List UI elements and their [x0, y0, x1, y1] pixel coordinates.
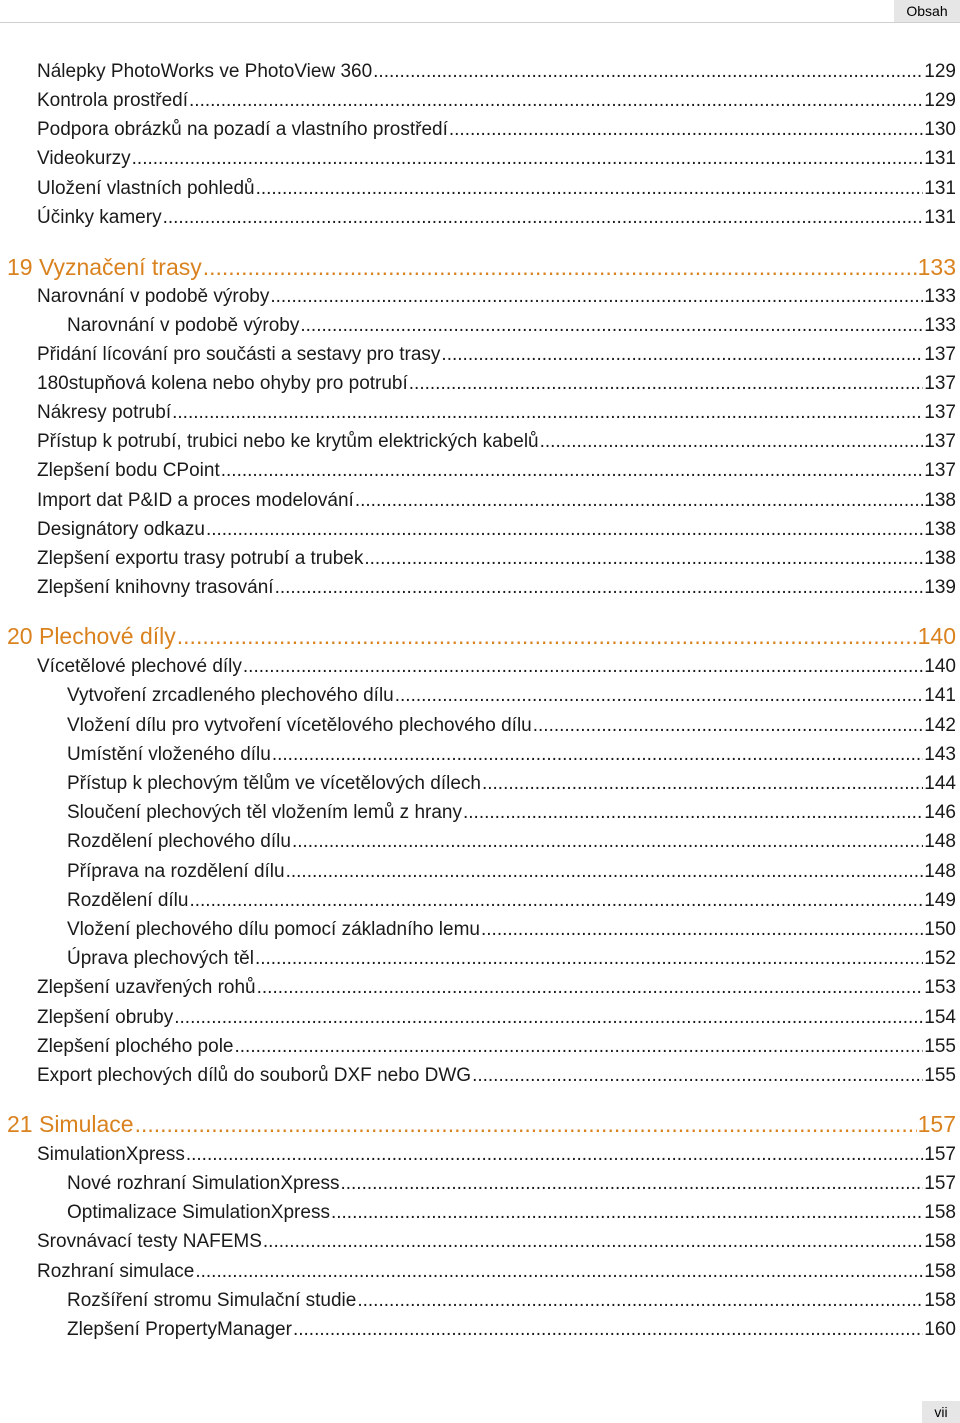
toc-entry-page: 133: [924, 315, 956, 336]
dot-leader: [409, 372, 924, 396]
toc-entry-title: Zlepšení PropertyManager: [67, 1319, 292, 1340]
toc-entry-page: 131: [924, 207, 956, 228]
toc-entry-page: 137: [924, 431, 956, 452]
toc-entry-page: 157: [917, 1111, 956, 1137]
dot-leader: [373, 60, 923, 84]
toc-entry[interactable]: [0, 1172, 956, 1196]
toc-entry[interactable]: [0, 147, 956, 171]
toc-entry[interactable]: [0, 1143, 956, 1167]
toc-entry-page: 139: [924, 577, 956, 598]
toc-entry-page: 131: [924, 178, 956, 199]
toc-entry-title: Vložení dílu pro vytvoření vícetělového plechového dílu: [67, 715, 532, 736]
toc-entry-title: Rozdělení plechového dílu: [67, 831, 291, 852]
dot-leader: [263, 1230, 923, 1254]
toc-entry-title: Umístění vloženého dílu: [67, 744, 271, 765]
dot-leader: [481, 918, 923, 942]
toc-entry-page: 144: [924, 773, 956, 794]
toc-entry[interactable]: [0, 1260, 956, 1284]
toc-entry[interactable]: [0, 1318, 956, 1342]
toc-entry-title: Zlepšení uzavřených rohů: [37, 977, 256, 998]
dot-leader: [533, 714, 924, 738]
toc-chapter[interactable]: [0, 1110, 956, 1138]
dot-leader: [189, 89, 923, 113]
dot-leader: [189, 889, 923, 913]
toc-entry-title: Nové rozhraní SimulationXpress: [67, 1173, 340, 1194]
toc-entry-page: 157: [924, 1173, 956, 1194]
dot-leader: [195, 1260, 923, 1284]
toc-entry-page: 131: [924, 148, 956, 169]
toc-entry-page: 143: [924, 744, 956, 765]
toc-entry-title: Optimalizace SimulationXpress: [67, 1202, 330, 1223]
toc-entry-title: 19 Vyznačení trasy: [7, 254, 202, 280]
toc-entry-title: Zlepšení knihovny trasování: [37, 577, 274, 598]
dot-leader: [272, 743, 923, 767]
toc-entry[interactable]: [0, 372, 956, 396]
dot-leader: [186, 1143, 923, 1167]
toc-entry[interactable]: [0, 489, 956, 513]
toc-entry-page: 155: [924, 1065, 956, 1086]
toc-entry-title: Nákresy potrubí: [37, 402, 172, 423]
toc-entry-title: Designátory odkazu: [37, 519, 205, 540]
toc-entry-page: 153: [924, 977, 956, 998]
toc-entry[interactable]: [0, 1289, 956, 1313]
toc-entry-title: Uložení vlastních pohledů: [37, 178, 255, 199]
toc-entry-page: 148: [924, 861, 956, 882]
toc-entry-page: 158: [924, 1231, 956, 1252]
dot-leader: [286, 860, 924, 884]
toc-entry[interactable]: [0, 976, 956, 1000]
toc-entry[interactable]: [0, 206, 956, 230]
toc-entry-title: Import dat P&ID a proces modelování: [37, 490, 354, 511]
toc-entry-page: 137: [924, 344, 956, 365]
toc-entry-title: Nálepky PhotoWorks ve PhotoView 360: [37, 61, 373, 82]
toc-entry-title: Vícetělové plechové díly: [37, 656, 242, 677]
toc-entry-page: 141: [924, 685, 956, 706]
dot-leader: [206, 518, 923, 542]
toc-entry-title: 180stupňová kolena nebo ohyby pro potrubí: [37, 373, 408, 394]
toc-entry-title: SimulationXpress: [37, 1144, 185, 1165]
toc-entry[interactable]: [0, 430, 956, 454]
dot-leader: [177, 622, 917, 650]
toc-entry[interactable]: [0, 518, 956, 542]
section-label: Obsah: [894, 0, 960, 22]
toc-entry-title: Přístup k plechovým tělům ve vícetělových dílech: [67, 773, 481, 794]
toc-entry[interactable]: [0, 714, 956, 738]
toc-entry-title: Zlepšení exportu trasy potrubí a trubek: [37, 548, 364, 569]
toc-entry-title: Zlepšení obruby: [37, 1007, 174, 1028]
toc-entry[interactable]: [0, 743, 956, 767]
header-divider: [0, 22, 960, 23]
toc-entry-title: Účinky kamery: [37, 207, 162, 228]
toc-entry-page: 155: [924, 1036, 956, 1057]
toc-entry[interactable]: [0, 1230, 956, 1254]
toc-entry-title: Přístup k potrubí, trubici nebo ke krytům elektrických kabelů: [37, 431, 539, 452]
dot-leader: [174, 1006, 923, 1030]
toc-entry-title: Kontrola prostředí: [37, 90, 189, 111]
dot-leader: [293, 1318, 923, 1342]
toc-entry-page: 154: [924, 1007, 956, 1028]
toc-entry[interactable]: [0, 655, 956, 679]
toc-entry-page: 138: [924, 548, 956, 569]
dot-leader: [234, 1035, 923, 1059]
toc-entry-title: Sloučení plechových těl vložením lemů z hrany: [67, 802, 462, 823]
toc-entry-title: Zlepšení bodu CPoint: [37, 460, 220, 481]
toc-entry[interactable]: [0, 860, 956, 884]
toc-entry-page: 158: [924, 1290, 956, 1311]
dot-leader: [472, 1064, 923, 1088]
toc-entry[interactable]: [0, 314, 956, 338]
toc-entry-page: 146: [924, 802, 956, 823]
dot-leader: [203, 253, 917, 281]
toc-entry-page: 148: [924, 831, 956, 852]
toc-entry-page: 129: [924, 61, 956, 82]
toc-entry-page: 152: [924, 948, 956, 969]
toc-entry[interactable]: [0, 177, 956, 201]
dot-leader: [395, 684, 924, 708]
dot-leader: [540, 430, 924, 454]
toc-chapter[interactable]: [0, 622, 956, 650]
toc-entry-page: 140: [917, 623, 956, 649]
toc-entry-page: 142: [924, 715, 956, 736]
toc-entry-page: 137: [924, 402, 956, 423]
dot-leader: [257, 976, 924, 1000]
toc-entry[interactable]: [0, 684, 956, 708]
toc-entry-page: 138: [924, 519, 956, 540]
toc-chapter[interactable]: [0, 253, 956, 281]
toc-entry-page: 138: [924, 490, 956, 511]
toc-entry[interactable]: [0, 947, 956, 971]
toc-entry-title: Podpora obrázků na pozadí a vlastního prostředí: [37, 119, 448, 140]
toc-entry[interactable]: [0, 772, 956, 796]
toc-entry[interactable]: [0, 343, 956, 367]
dot-leader: [256, 177, 924, 201]
toc-entry-page: 129: [924, 90, 956, 111]
toc-entry[interactable]: [0, 830, 956, 854]
toc-entry-page: 137: [924, 460, 956, 481]
toc-entry-page: 158: [924, 1261, 956, 1282]
toc-entry-page: 157: [924, 1144, 956, 1165]
dot-leader: [163, 206, 924, 230]
dot-leader: [441, 343, 923, 367]
dot-leader: [221, 459, 924, 483]
dot-leader: [482, 772, 923, 796]
dot-leader: [270, 285, 923, 309]
toc-entry[interactable]: [0, 285, 956, 309]
toc-entry-title: 20 Plechové díly: [7, 623, 176, 649]
toc-entry-title: Vložení plechového dílu pomocí základního lemu: [67, 919, 480, 940]
toc-entry[interactable]: [0, 576, 956, 600]
toc-entry-title: Videokurzy: [37, 148, 131, 169]
toc-entry-title: Úprava plechových těl: [67, 948, 254, 969]
toc-entry-page: 133: [924, 286, 956, 307]
toc-entry-title: Zlepšení plochého pole: [37, 1036, 234, 1057]
toc-entry-title: Rozšíření stromu Simulační studie: [67, 1290, 357, 1311]
toc-entry[interactable]: [0, 918, 956, 942]
toc-entry-title: Narovnání v podobě výroby: [67, 315, 300, 336]
dot-leader: [275, 576, 924, 600]
dot-leader: [243, 655, 923, 679]
toc-entry[interactable]: [0, 1201, 956, 1225]
toc-entry-page: 140: [924, 656, 956, 677]
toc-entry-title: Rozdělení dílu: [67, 890, 189, 911]
dot-leader: [292, 830, 923, 854]
toc-entry-title: Příprava na rozdělení dílu: [67, 861, 285, 882]
dot-leader: [132, 147, 924, 171]
toc-entry[interactable]: [0, 1006, 956, 1030]
toc-entry[interactable]: [0, 89, 956, 113]
dot-leader: [331, 1201, 923, 1225]
toc-entry-page: 130: [924, 119, 956, 140]
dot-leader: [300, 314, 923, 338]
page-number: vii: [922, 1401, 960, 1423]
toc-entry[interactable]: [0, 801, 956, 825]
toc-entry-title: Vytvoření zrcadleného plechového dílu: [67, 685, 394, 706]
dot-leader: [135, 1110, 917, 1138]
toc-entry-title: Přidání lícování pro součásti a sestavy pro trasy: [37, 344, 441, 365]
toc-entry-title: Narovnání v podobě výroby: [37, 286, 270, 307]
dot-leader: [463, 801, 923, 825]
toc-entry-page: 137: [924, 373, 956, 394]
toc-entry-page: 150: [924, 919, 956, 940]
toc-entry[interactable]: [0, 1035, 956, 1059]
toc-entry[interactable]: [0, 1064, 956, 1088]
toc-entry-page: 133: [917, 254, 956, 280]
toc-entry[interactable]: [0, 401, 956, 425]
dot-leader: [357, 1289, 923, 1313]
dot-leader: [449, 118, 923, 142]
toc-entry-title: 21 Simulace: [7, 1111, 134, 1137]
toc-entry-page: 160: [924, 1319, 956, 1340]
toc-entry[interactable]: [0, 60, 956, 84]
toc-entry-title: Srovnávací testy NAFEMS: [37, 1231, 262, 1252]
dot-leader: [355, 489, 923, 513]
toc-entry-title: Export plechových dílů do souborů DXF nebo DWG: [37, 1065, 472, 1086]
toc-entry-page: 149: [924, 890, 956, 911]
toc-entry[interactable]: [0, 459, 956, 483]
dot-leader: [340, 1172, 923, 1196]
toc-entry-page: 158: [924, 1202, 956, 1223]
toc-entry[interactable]: [0, 118, 956, 142]
dot-leader: [255, 947, 923, 971]
dot-leader: [364, 547, 923, 571]
toc-entry[interactable]: [0, 889, 956, 913]
dot-leader: [172, 401, 923, 425]
toc-entry-title: Rozhraní simulace: [37, 1261, 195, 1282]
toc-entry[interactable]: [0, 547, 956, 571]
